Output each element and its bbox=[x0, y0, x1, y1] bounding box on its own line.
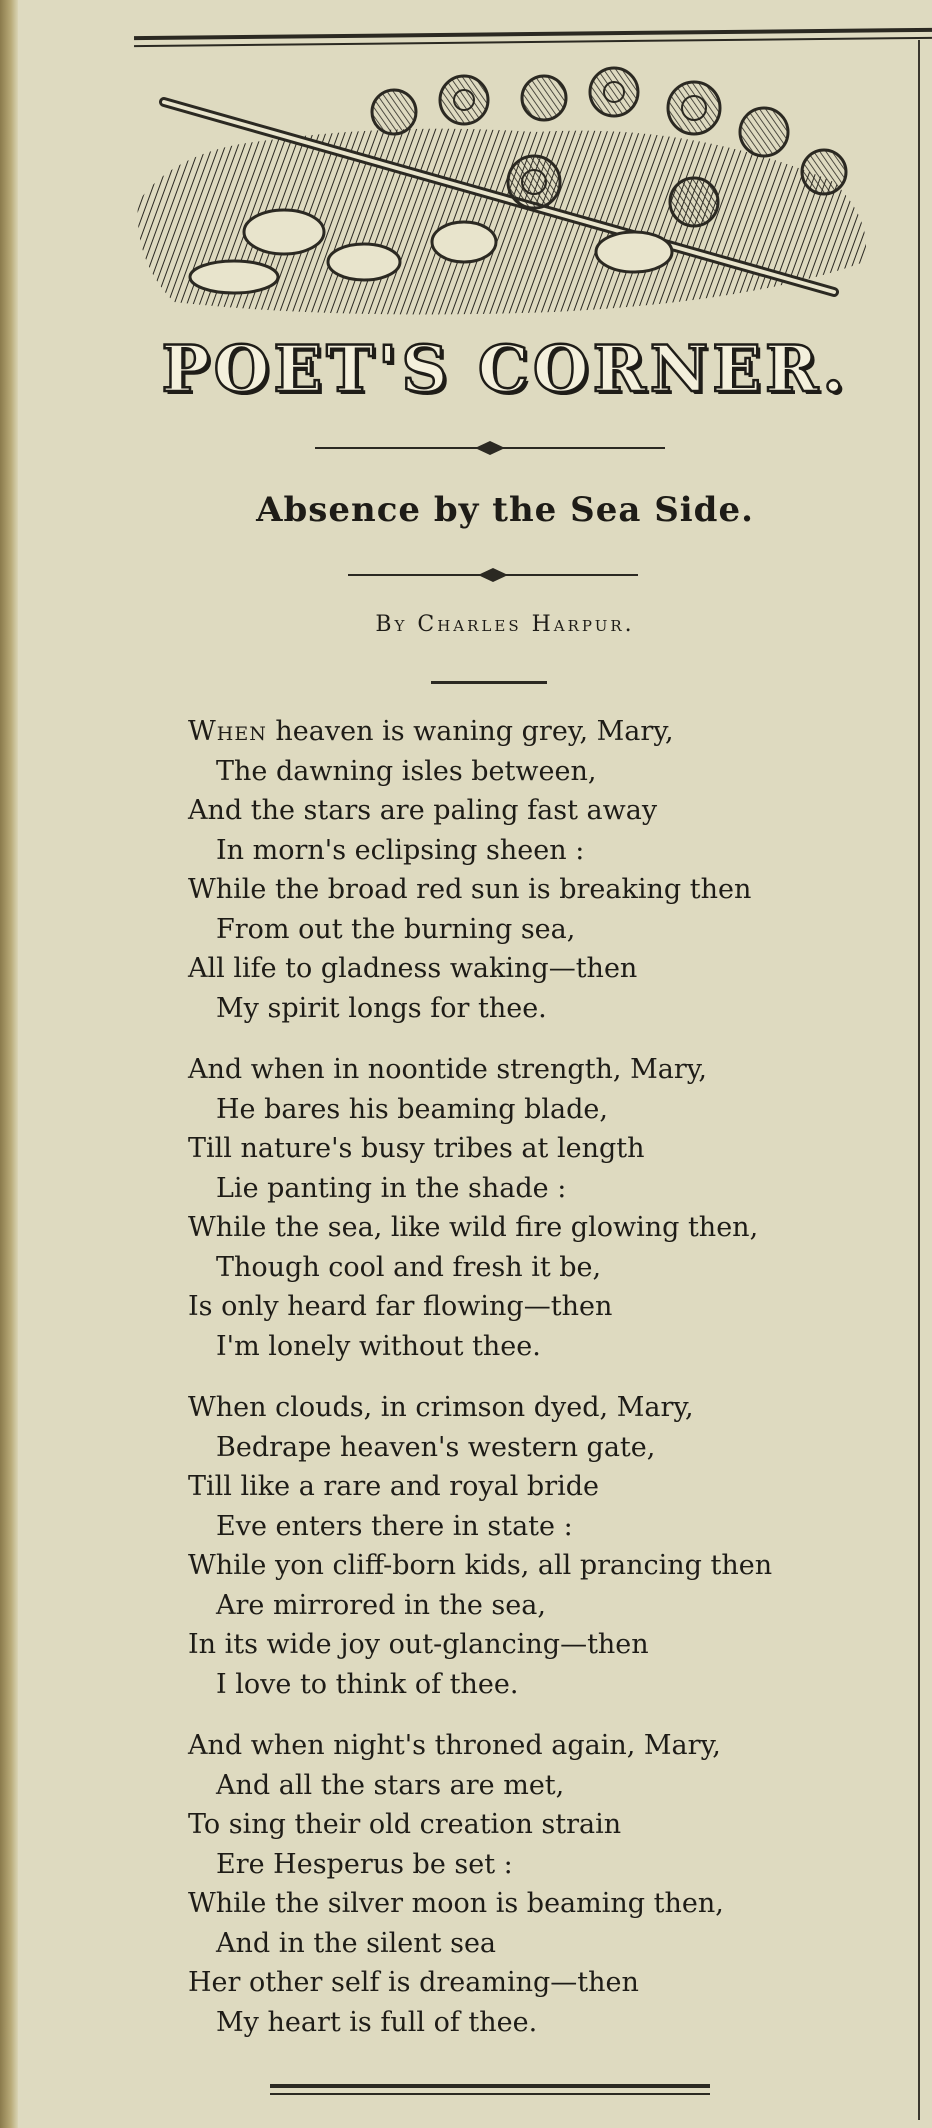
poem-body bbox=[188, 712, 888, 2064]
poem-line: While the silver moon is beaming then, bbox=[188, 1888, 724, 1919]
poem-line: From out the burning sea, bbox=[216, 913, 576, 945]
stanza bbox=[188, 712, 888, 1028]
poem-line: And in the silent sea bbox=[216, 1927, 497, 1959]
poem-title: Absence by the Sea Side. bbox=[256, 490, 754, 530]
subtitle-ornament-rule bbox=[348, 567, 638, 583]
poem-line: Till like a rare and royal bride bbox=[188, 1471, 600, 1502]
poem-line: He bares his beaming blade, bbox=[216, 1093, 608, 1125]
poem-line: Her other self is dreaming—then bbox=[188, 1967, 639, 1998]
section-title: POET'S CORNER. bbox=[161, 332, 849, 407]
poem-line: While the sea, like wild fire glowing then, bbox=[188, 1212, 759, 1243]
stanza bbox=[188, 1388, 888, 1704]
column-rule-right bbox=[918, 40, 920, 2120]
byline-rule bbox=[431, 681, 547, 684]
poem-line: When heaven is waning grey, Mary, bbox=[188, 716, 674, 747]
poem-line: Lie panting in the shade : bbox=[216, 1172, 567, 1204]
poem-line: I love to think of thee. bbox=[216, 1668, 519, 1700]
poem-line: In its wide joy out-glancing—then bbox=[188, 1629, 649, 1660]
poem-line: Ere Hesperus be set : bbox=[216, 1848, 513, 1880]
poem-line: And when night's throned again, Mary, bbox=[188, 1730, 721, 1761]
poem-line: And when in noontide strength, Mary, bbox=[188, 1054, 707, 1085]
poem-line: While yon cliff-born kids, all prancing then bbox=[188, 1550, 773, 1581]
stanza bbox=[188, 1050, 888, 1366]
poem-line: Eve enters there in state : bbox=[216, 1510, 573, 1542]
poem-line: Is only heard far flowing—then bbox=[188, 1291, 613, 1322]
poem-line: In morn's eclipsing sheen : bbox=[216, 834, 585, 866]
poem-line: I'm lonely without thee. bbox=[216, 1330, 541, 1362]
poem-line: All life to gladness waking—then bbox=[188, 953, 638, 984]
bottom-double-rule bbox=[270, 2084, 710, 2098]
poem-line: While the broad red sun is breaking then bbox=[188, 874, 752, 905]
drop-word: When bbox=[188, 716, 267, 747]
poem-line: Though cool and fresh it be, bbox=[216, 1251, 602, 1283]
poem-line: And the stars are paling fast away bbox=[188, 795, 658, 826]
poem-line: And all the stars are met, bbox=[216, 1769, 565, 1801]
poem-line: The dawning isles between, bbox=[216, 755, 597, 787]
top-double-rule bbox=[134, 26, 932, 48]
poem-line: My heart is full of thee. bbox=[216, 2006, 538, 2038]
author-byline: By Charles Harpur. bbox=[375, 612, 635, 637]
poem-line: To sing their old creation strain bbox=[188, 1809, 622, 1840]
stanza bbox=[188, 1726, 888, 2042]
poem-line: Till nature's busy tribes at length bbox=[188, 1133, 645, 1164]
poem-line: When clouds, in crimson dyed, Mary, bbox=[188, 1392, 694, 1423]
poem-line: Bedrape heaven's western gate, bbox=[216, 1431, 656, 1463]
poem-line: My spirit longs for thee. bbox=[216, 992, 547, 1024]
floral-engraving-illustration bbox=[134, 62, 880, 320]
poem-line: Are mirrored in the sea, bbox=[216, 1589, 546, 1621]
book-spine-shadow bbox=[0, 0, 18, 2128]
title-ornament-rule bbox=[315, 440, 665, 456]
